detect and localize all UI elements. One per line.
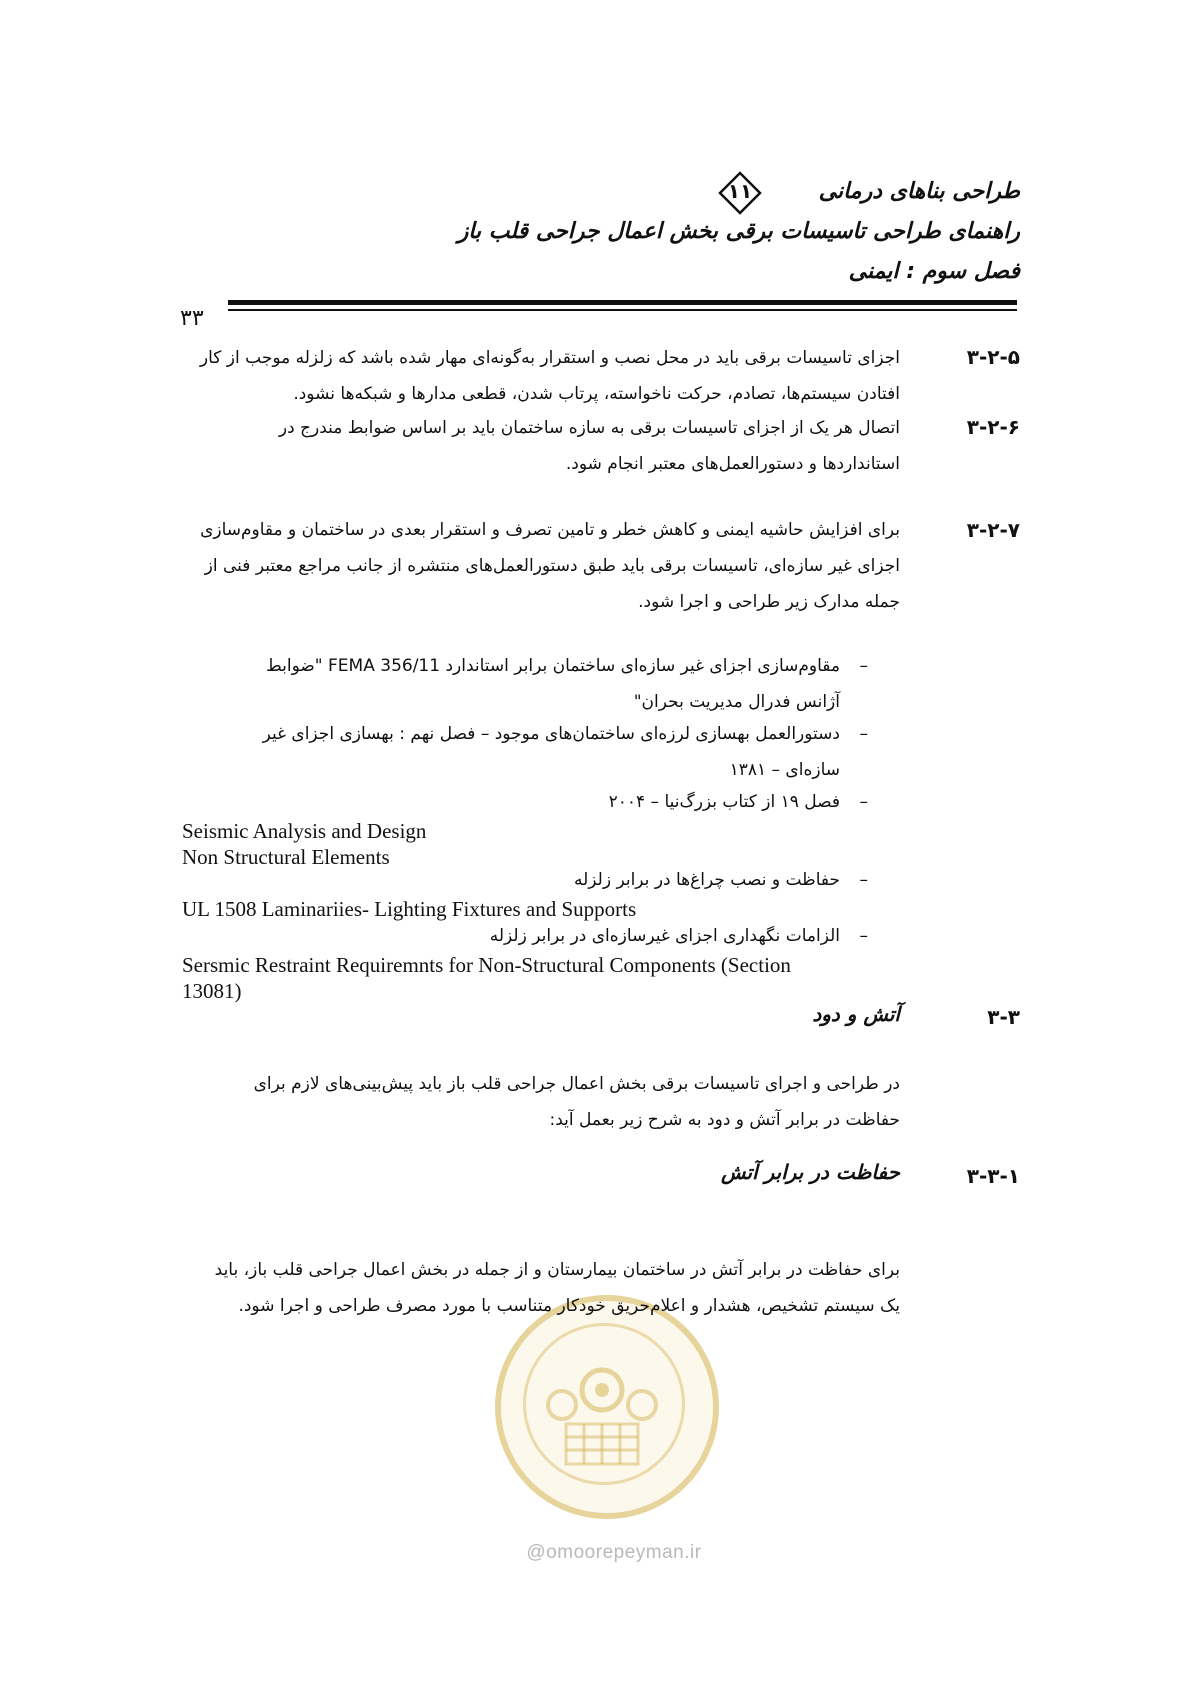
- header-line-3: فصل سوم : ایمنی: [848, 259, 1020, 284]
- list-item-line: – حفاظت و نصب چراغ‌ها در برابر زلزله: [574, 870, 840, 890]
- watermark-emblem-icon: [540, 1360, 664, 1470]
- english-reference-line: 13081): [182, 979, 242, 1003]
- section-number-3-2-7: ۳-۲-۷: [966, 518, 1020, 542]
- badge-number: ۱۱: [727, 179, 753, 203]
- paragraph-3-3-1: [190, 1252, 900, 1324]
- list-item-line: – فصل ۱۹ از کتاب بزرگ‌نیا – ۲۰۰۴: [608, 792, 840, 812]
- paragraph-3-3: [190, 1066, 900, 1138]
- list-item-line: – الزامات نگهداری اجزای غیرسازه‌ای در برابر زلزله: [489, 926, 840, 946]
- paragraph-line: اجزای تاسیسات برقی باید در محل نصب و استقرار به‌گونه‌ای مهار شده باشد که زلزله موجب از کار: [199, 348, 900, 368]
- header-line-1: [320, 172, 1020, 212]
- header-rule-thin: [228, 309, 1017, 311]
- list-item-line: – دستورالعمل بهسازی لرزه‌ای ساختمان‌های موجود – فصل نهم : بهسازی اجزای غیر: [262, 724, 840, 744]
- english-reference-line: Non Structural Elements: [182, 845, 390, 869]
- paragraph-line: اتصال هر یک از اجزای تاسیسات برقی به سازه ساختمان باید بر اساس ضوابط مندرج در: [278, 418, 900, 438]
- paragraph-line: یک سیستم تشخیص، هشدار و اعلام‌حریق خودکار متناسب با مورد مصرف طراحی و اجرا شود.: [238, 1296, 900, 1316]
- paragraph-line: جمله مدارک زیر طراحی و اجرا شود.: [638, 592, 900, 612]
- paragraph-line: برای افزایش حاشیه ایمنی و کاهش خطر و تامین تصرف و استقرار بعدی در ساختمان و مقاوم‌سازی: [200, 520, 900, 540]
- chapter-badge: [718, 171, 762, 215]
- paragraph-3-2-6: [190, 410, 900, 482]
- list-item-line: – مقاوم‌سازی اجزای غیر سازه‌ای ساختمان برابر استاندارد FEMA 356/11 "ضوابط: [265, 656, 840, 676]
- section-number-3-3: ۳-۳: [987, 1005, 1020, 1029]
- paragraph-line: افتادن سیستم‌ها، تصادم، حرکت ناخواسته، پرتاب شدن، قطعی مدارها و شبکه‌ها نشود.: [293, 384, 900, 404]
- paragraph-line: در طراحی و اجرای تاسیسات برقی بخش اعمال جراحی قلب باز باید پیش‌بینی‌های لازم برای: [253, 1074, 900, 1094]
- list-item: [200, 648, 840, 720]
- header-title-text: طراحی بناهای درمانی: [818, 179, 1020, 204]
- section-number-3-2-5: ۳-۲-۵: [966, 345, 1020, 369]
- list-item: [200, 918, 840, 954]
- paragraph-3-2-7: [190, 512, 900, 620]
- section-number-3-2-6: ۳-۲-۶: [966, 415, 1020, 439]
- list-item-line: آژانس فدرال مدیریت بحران": [633, 692, 840, 712]
- english-reference-3: [182, 952, 842, 1004]
- header-rule-thick: [228, 300, 1017, 305]
- header-line-2: راهنمای طراحی تاسیسات برقی بخش اعمال جراحی قلب باز: [457, 219, 1020, 244]
- paragraph-line: استانداردها و دستورالعمل‌های معتبر انجام شود.: [565, 454, 900, 474]
- list-item-line: سازه‌ای – ۱۳۸۱: [729, 760, 840, 780]
- english-reference-line: Sersmic Restraint Requiremnts for Non-Structural Components (Section: [182, 953, 791, 977]
- paragraph-3-2-5: [190, 340, 900, 412]
- section-title-3-3-1: حفاظت در برابر آتش: [721, 1160, 900, 1184]
- watermark-site: @omoorepeyman.ir: [526, 1542, 702, 1563]
- paragraph-line: اجزای غیر سازه‌ای، تاسیسات برقی باید طبق دستورالعمل‌های منتشره از جانب مراجع معتبر فنی از: [204, 556, 900, 576]
- paragraph-line: حفاظت در برابر آتش و دود به شرح زیر بعمل آید:: [549, 1110, 900, 1130]
- english-reference-2: UL 1508 Laminariies- Lighting Fixtures and Supports: [182, 897, 637, 921]
- page-number: ۳۳: [180, 306, 204, 331]
- list-item: [200, 862, 840, 898]
- list-item: [200, 784, 840, 820]
- paragraph-line: برای حفاظت در برابر آتش در ساختمان بیمارستان و از جمله در بخش اعمال جراحی قلب باز، باید: [214, 1260, 900, 1280]
- section-title-3-3: آتش و دود: [812, 1002, 900, 1026]
- section-number-3-3-1: ۳-۳-۱: [966, 1164, 1020, 1188]
- english-reference-line: Seismic Analysis and Design: [182, 819, 427, 843]
- list-item: [200, 716, 840, 788]
